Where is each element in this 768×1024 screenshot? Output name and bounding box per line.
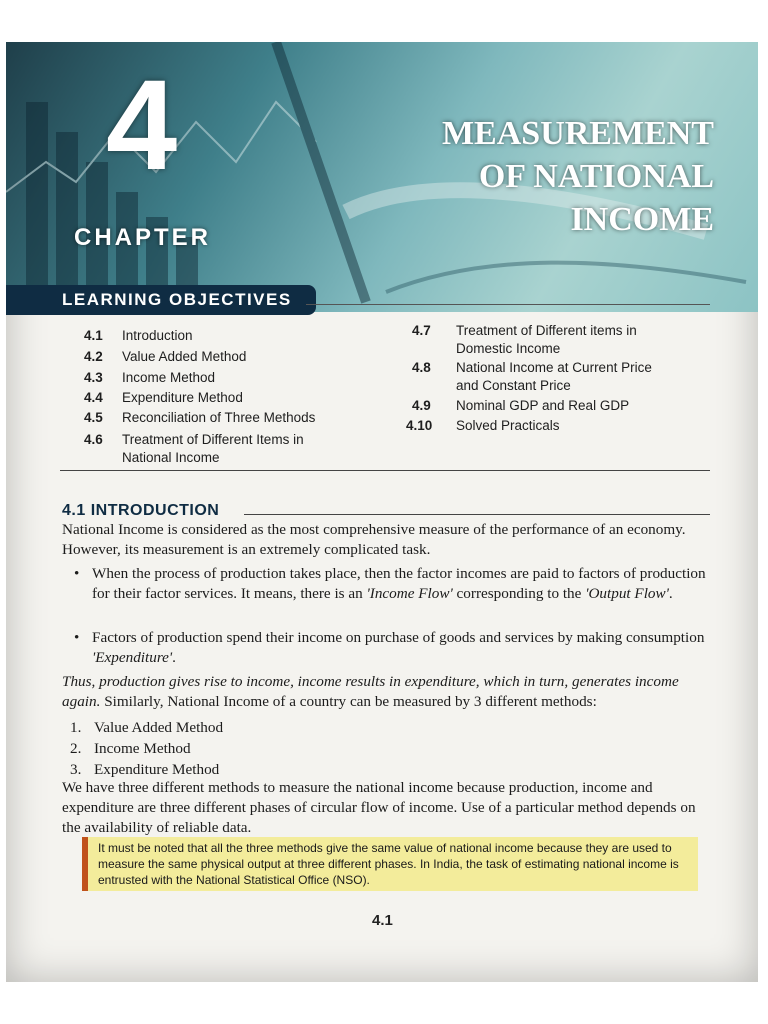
paragraph: National Income is considered as the most comprehensive measure of the performance of an economy. However, its measurement is an extremely complicated task. [62, 521, 686, 558]
chapter-title-line: INCOME [570, 201, 714, 238]
divider [244, 514, 710, 515]
note-text: It must be noted that all the three methods give the same value of national income because they are used to measure the same physical output at three different phases. In India, the task of estimating national income is entrusted with the National Statistical Office (NSO). [98, 841, 679, 887]
chapter-title-line: OF NATIONAL [478, 158, 714, 195]
textbook-page: 4 CHAPTER MEASUREMENT OF NATIONAL INCOME LEARNING OBJECTIVES 4.1 Introduction 4.2 Value Added Method 4.3 Income Method 4.4 Expenditure Method 4.5 Reconciliation of Three Methods 4.6 Treatment of Different Items in National Income 4.7 Treatment of Different items in Domestic Income 4.8 National Income at Current Price and Constant Price 4.9 Nominal GDP and Real GDP 4.10 Solved Practicals 4.1 INTRODUCTION National Income is considered as the most comprehensive measure of the performance of an economy. However, its measurement is an extremely complicated task. • When the process of production takes place, then the factor incomes are paid to factors of production for their factor services. It means, there is an 'Income Flow' corresponding to the 'Output Flow'. • Factors of production spend their income on purchase of goods and services by making consumption 'Expenditure'. Thus, production gives rise to income, income results in expenditure, which in turn, generates income again. Similarly, National Income of a country can be measured by 3 different methods: 1. Value Added Method 2. Income Method 3. Expenditure Method We have three different methods to measure the national income because production, income and expenditure are three different phases of circular flow of income. Use of a particular method depends on the availability of reliable data. It must be noted that all the three methods give the same value of national income because they are used to measure the same physical output at three different phases. In India, the task of estimating national income is entrusted with the National Statistical Office (NSO). 4.1 [6, 42, 758, 982]
chapter-title [442, 112, 714, 241]
paragraph: Thus, production gives rise to income, income results in expenditure, which in turn, generates income again. Similarly, National Income of a country can be measured by 3 different methods: [62, 673, 679, 710]
list-item: 1. Value Added Method [70, 719, 224, 736]
chapter-title-line: MEASUREMENT [441, 115, 714, 152]
paragraph: We have three different methods to measure the national income because production, income and expenditure are three different phases of circular flow of income. Use of a particular method depends on the availability of reliable data. [62, 779, 696, 836]
divider [306, 304, 710, 305]
list-item: 3. Expenditure Method [70, 761, 220, 778]
bullet-icon: • [74, 629, 80, 646]
chapter-banner [6, 42, 758, 312]
divider [60, 470, 710, 471]
bullet-icon: • [74, 565, 80, 582]
chapter-number: 4 [106, 54, 178, 197]
section-heading: 4.1 INTRODUCTION [62, 502, 220, 519]
chapter-label: CHAPTER [74, 224, 212, 251]
learning-objectives-heading: LEARNING OBJECTIVES [62, 290, 292, 309]
list-item: 2. Income Method [70, 740, 191, 757]
page-number: 4.1 [372, 912, 393, 929]
